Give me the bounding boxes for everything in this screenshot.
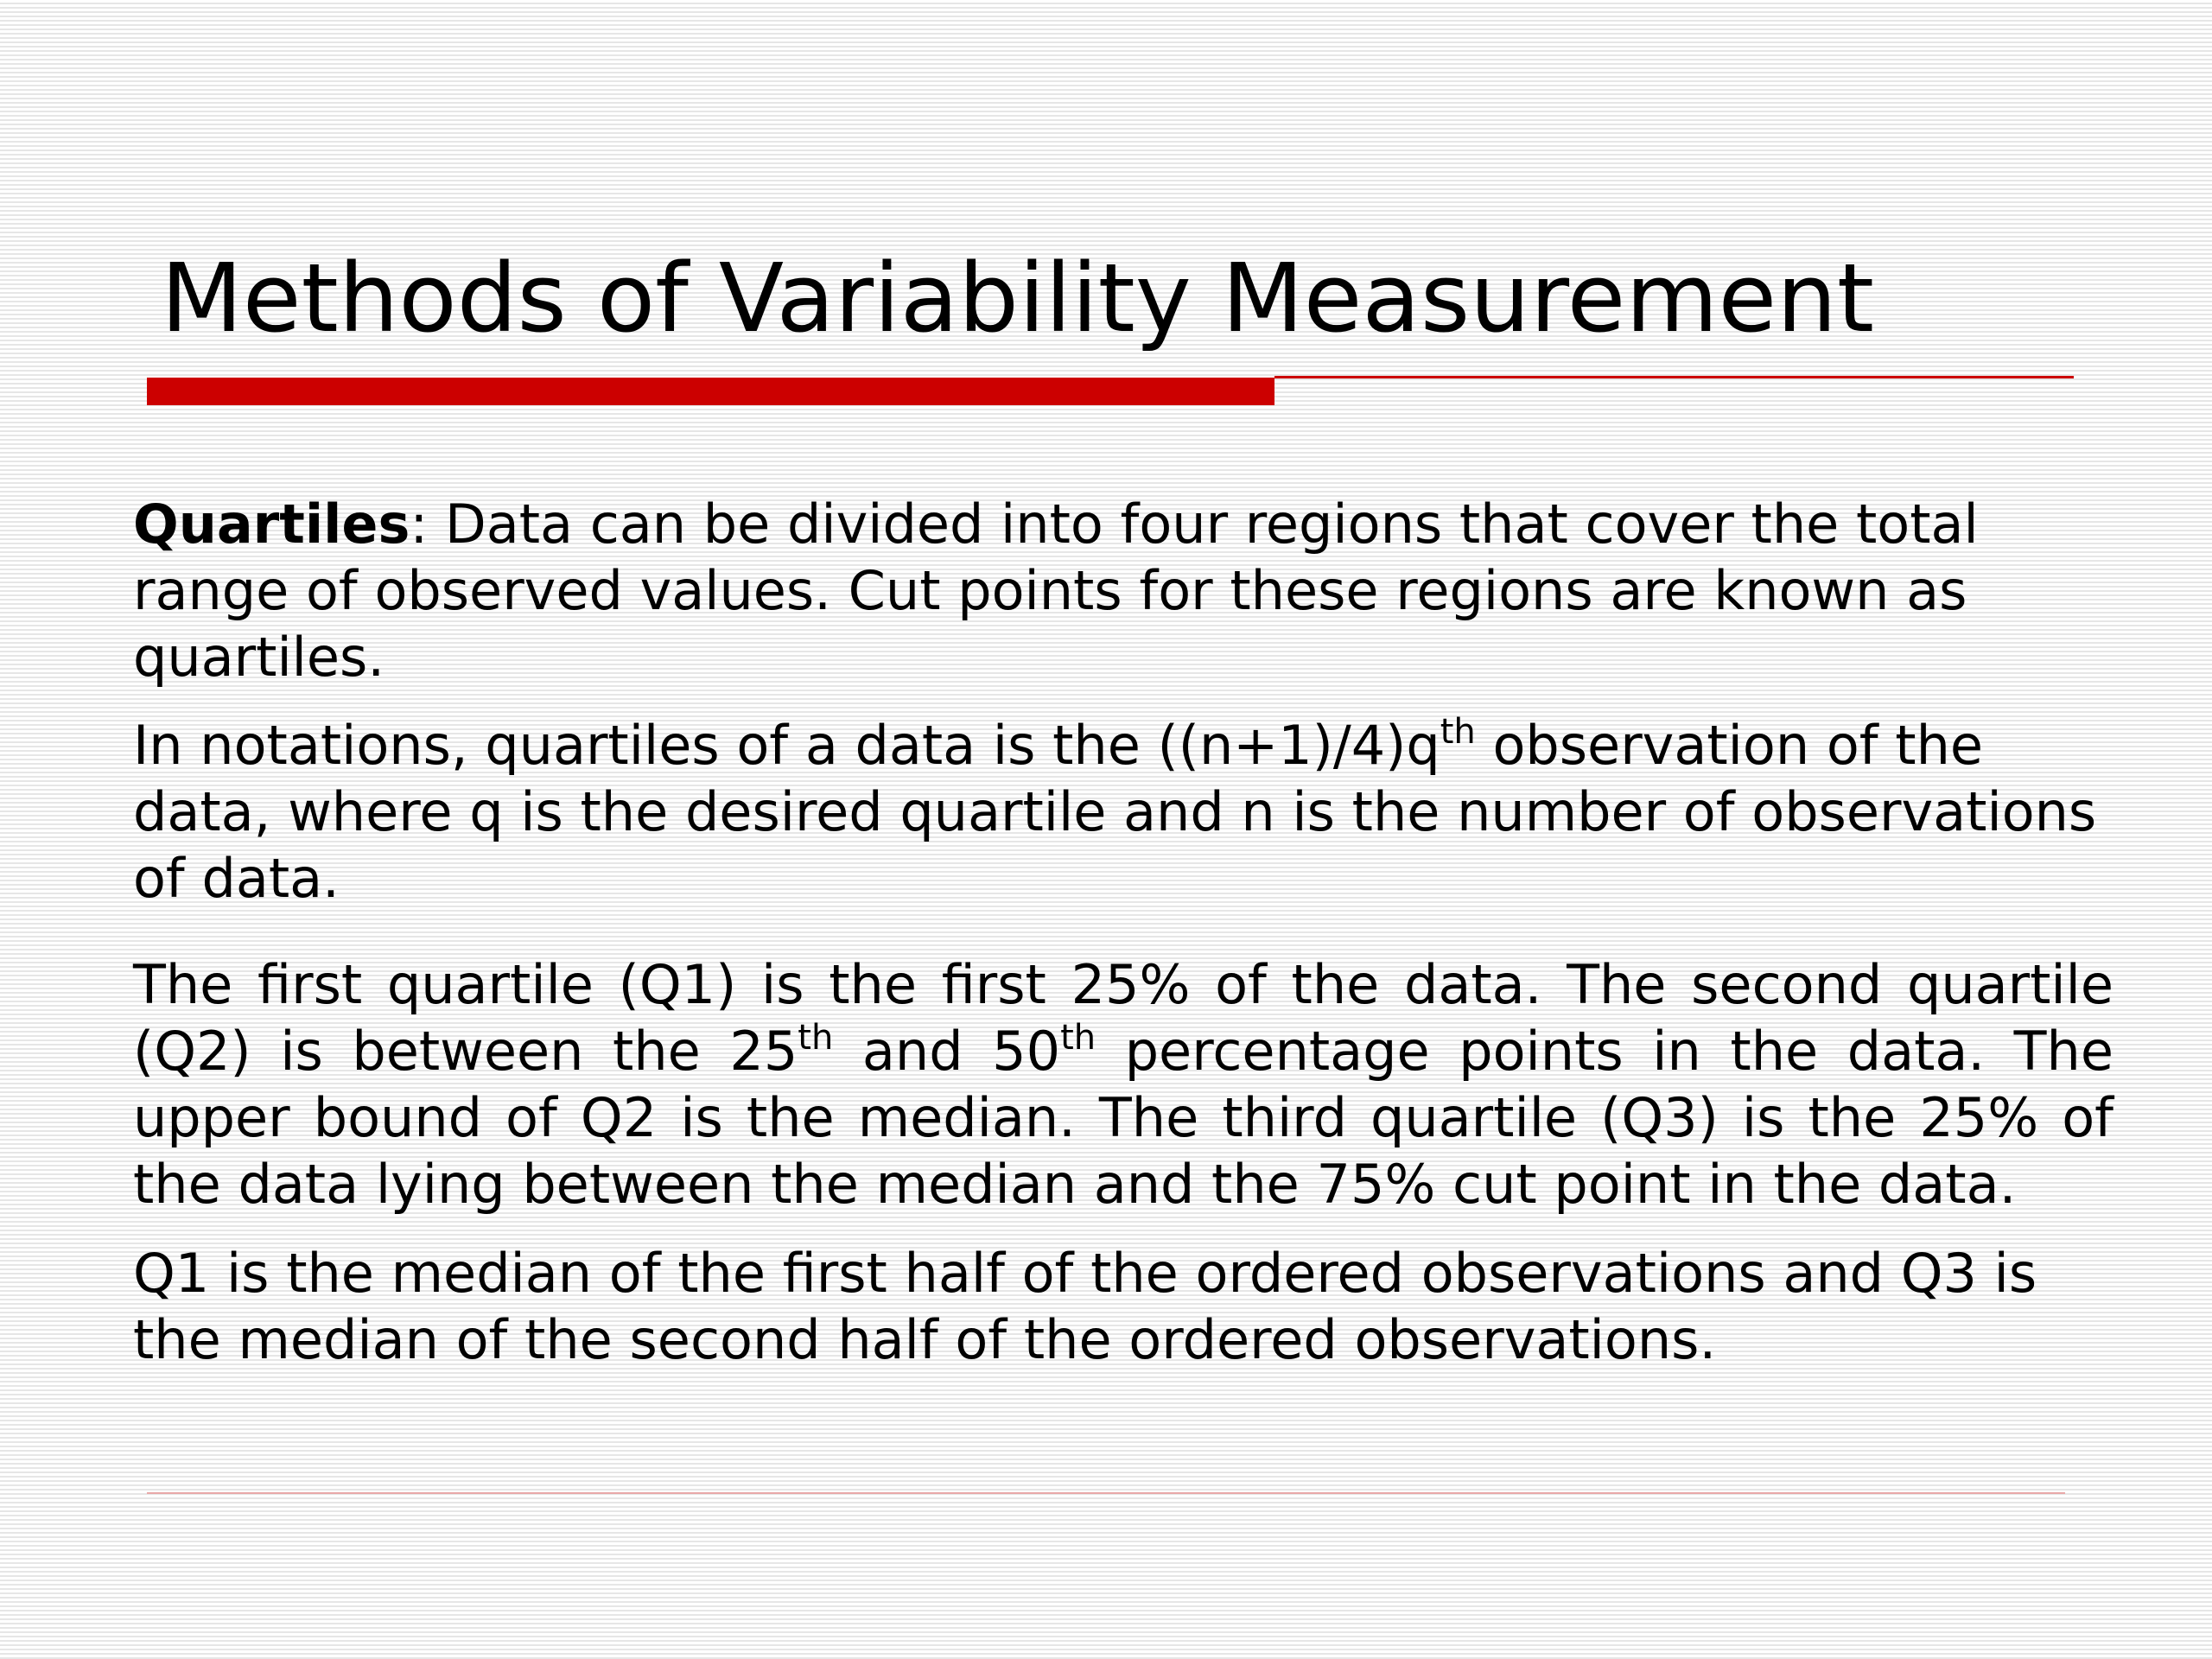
term-quartiles: Quartiles bbox=[133, 493, 410, 556]
paragraph-quartile-ranges bbox=[133, 951, 2113, 1217]
footer-divider bbox=[147, 1492, 2065, 1494]
quartiles-definition-text: : Data can be divided into four regions that cover the total range of observed values. Cut points for these regions are known as quartiles. bbox=[133, 493, 1979, 689]
notation-text-start: In notations, quartiles of a data is the ((n+1)/4)q bbox=[133, 714, 1440, 777]
paragraph-q1-q3-median bbox=[133, 1240, 2113, 1373]
slide-body bbox=[133, 491, 2113, 1373]
ranges-superscript-a: th bbox=[798, 1018, 834, 1058]
q1-q3-text: Q1 is the median of the first half of the ordered observations and Q3 is the median of the second half of the ordered observations. bbox=[133, 1242, 2037, 1371]
paragraph-quartile-notation bbox=[133, 712, 2113, 912]
paragraph-quartiles-definition bbox=[133, 491, 2113, 690]
notation-text-end: observation of the data, where q is the desired quartile and n is the number of observations of data. bbox=[133, 714, 2097, 910]
ranges-text-a: The first quartile (Q1) is the first 25% of the data. The second quartile (Q2) is between the 25 bbox=[133, 953, 2113, 1083]
title-underline-thick bbox=[147, 378, 1274, 405]
slide-title: Methods of Variability Measurement bbox=[161, 243, 1875, 353]
title-underline-thin bbox=[1274, 376, 2074, 378]
ranges-text-c: percentage points in the data. The upper bound of Q2 is the median. The third quartile (Q3) is the 25% of the data lying between the median and the 75% cut point in the data. bbox=[133, 1020, 2113, 1216]
notation-superscript: th bbox=[1440, 712, 1476, 752]
ranges-superscript-b: th bbox=[1060, 1018, 1096, 1058]
ranges-text-b: and 50 bbox=[833, 1020, 1061, 1083]
